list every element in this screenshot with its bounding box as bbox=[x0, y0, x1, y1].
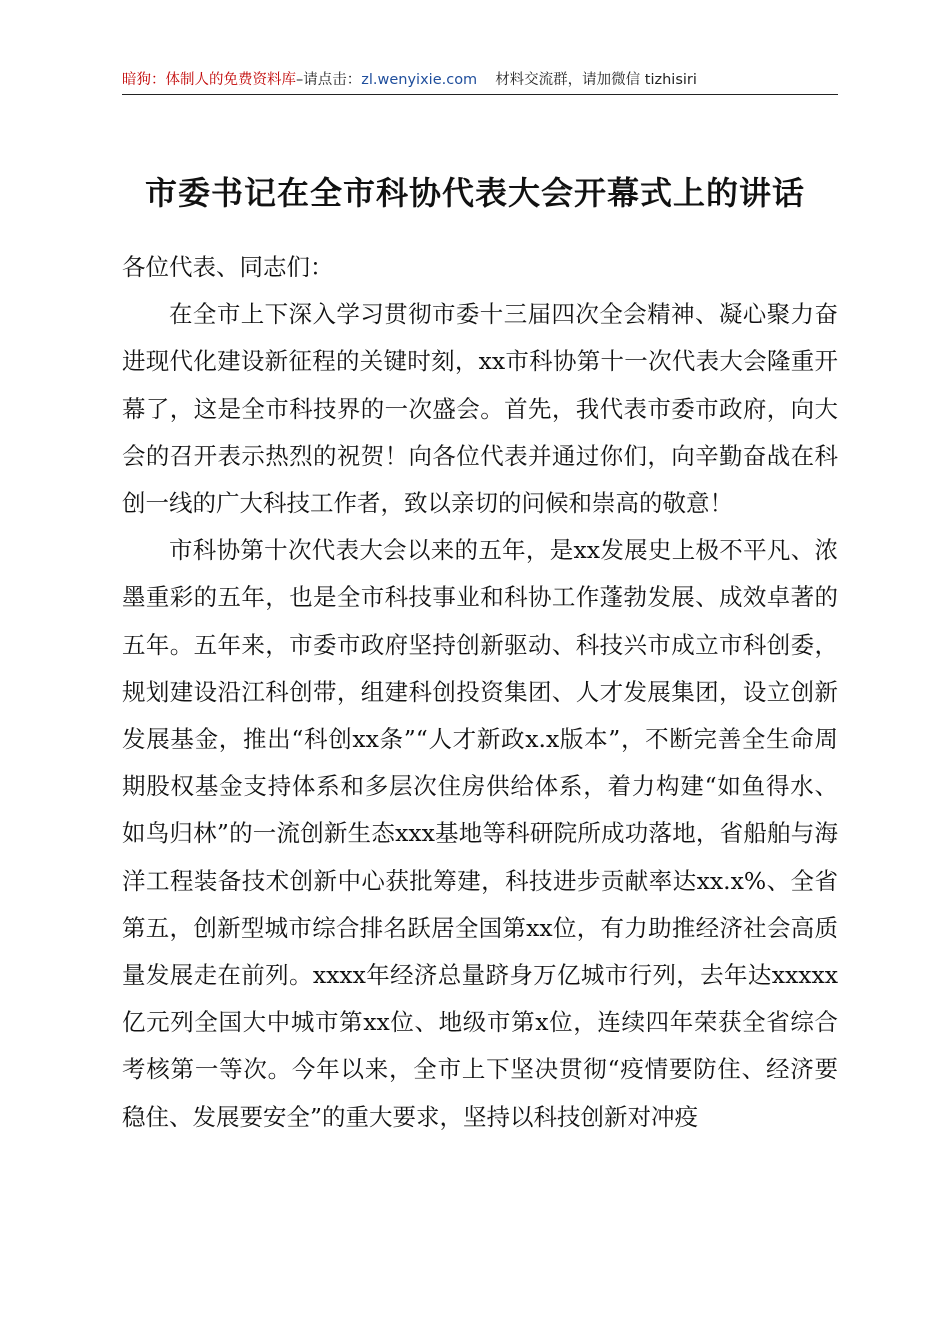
header-prompt: –请点击： bbox=[296, 72, 362, 88]
paragraph: 市科协第十次代表大会以来的五年，是xx发展史上极不平凡、浓墨重彩的五年，也是全市科技事业和科协工作蓬勃发展、成效卓著的五年。五年来，市委市政府坚持创新驱动、科技兴市成立市科创委，规划建设沿江科创带，组建科创投资集团、人才发展集团，设立创新发展基金，推出“科创xx条”“人才新政x.x版本”，不断完善全生命周期股权基金支持体系和多层次住房供给体系，着力构建“如鱼得水、如鸟归林”的一流创新生态xxx基地等科研院所成功落地，省船舶与海洋工程装备技术创新中心获批筹建，科技进步贡献率达xx.x%、全省第五，创新型城市综合排名跃居全国第xx位，有力助推经济社会高质量发展走在前列。xxxx年经济总量跻身万亿城市行列，去年达xxxxx亿元列全国大中城市第xx位、地级市第x位，连续四年荣获全省综合考核第一等次。今年以来，全市上下坚决贯彻“疫情要防住、经济要稳住、发展要安全”的重大要求，坚持以科技创新对冲疫 bbox=[122, 536, 838, 1131]
header-contact: 材料交流群，请加微信 tizhisiri bbox=[495, 72, 697, 88]
page-header bbox=[122, 66, 838, 95]
document-body bbox=[122, 244, 838, 1141]
document-title: 市委书记在全市科协代表大会开幕式上的讲话 bbox=[144, 174, 805, 212]
paragraph: 在全市上下深入学习贯彻市委十三届四次全会精神、凝心聚力奋进现代化建设新征程的关键时刻，xx市科协第十一次代表大会隆重开幕了，这是全市科技界的一次盛会。首先，我代表市委市政府，向大会的召开表示热烈的祝贺！向各位代表并通过你们，向辛勤奋战在科创一线的广大科技工作者，致以亲切的问候和崇高的敬意！ bbox=[122, 300, 838, 518]
salutation: 各位代表、同志们： bbox=[122, 253, 334, 281]
header-link[interactable]: zl.wenyixie.com bbox=[361, 72, 478, 88]
header-brand: 暗狗：体制人的免费资料库 bbox=[122, 72, 296, 88]
